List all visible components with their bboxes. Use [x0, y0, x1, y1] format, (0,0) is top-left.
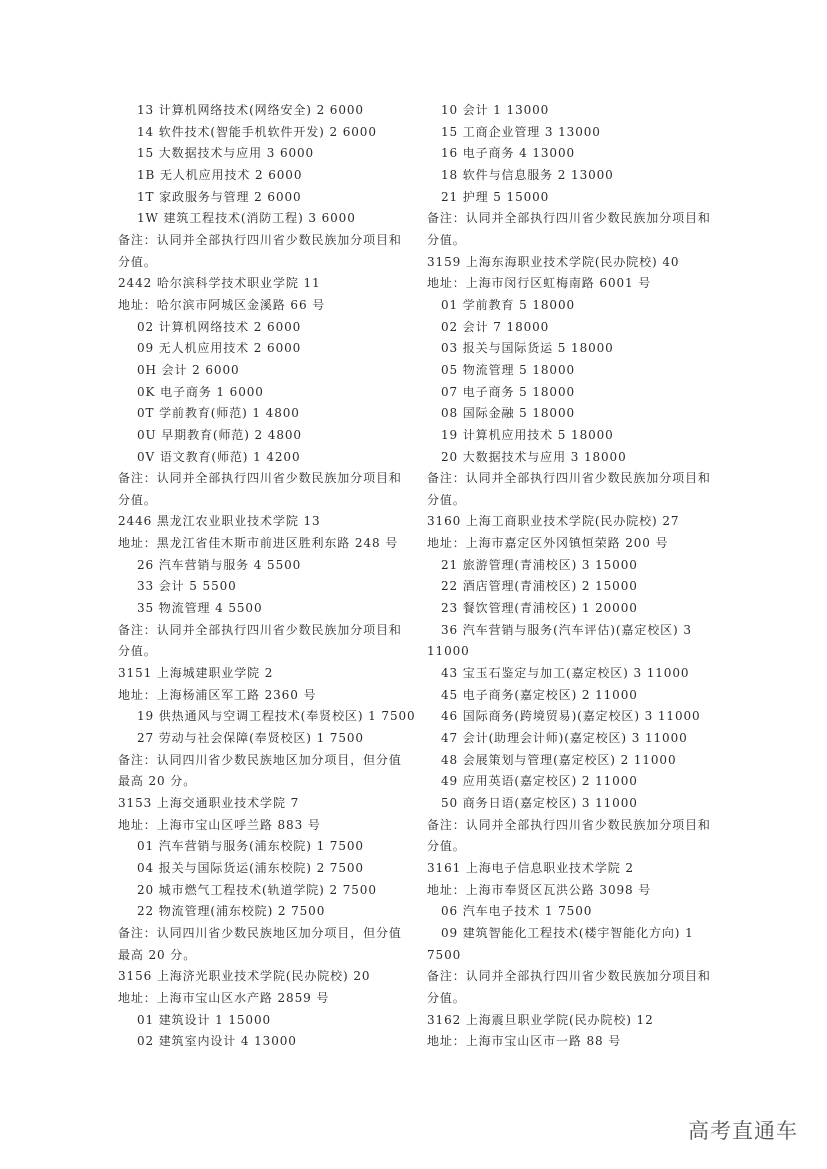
school-address: 地址：哈尔滨市阿城区金溪路 66 号	[118, 297, 326, 312]
major-entry: 27 劳动与社会保障(奉贤校区) 1 7500	[137, 731, 364, 746]
major-entry: 26 汽车营销与服务 4 5500	[137, 557, 302, 572]
major-entry: 08 国际金融 5 18000	[441, 406, 576, 421]
major-entry: 43 宝玉石鉴定与加工(嘉定校区) 3 11000	[441, 666, 690, 681]
school-address: 地址：上海市宝山区水产路 2859 号	[118, 990, 330, 1005]
major-entry: 50 商务日语(嘉定校区) 3 11000	[441, 796, 638, 810]
school-heading: 3151 上海城建职业学院 2	[118, 666, 274, 681]
major-entry: 20 大数据技术与应用 3 18000	[441, 449, 627, 464]
major-entry: 35 物流管理 4 5500	[137, 601, 263, 616]
school-heading: 3160 上海工商职业技术学院(民办院校) 27	[427, 514, 680, 529]
major-entry: 22 酒店管理(青浦校区) 2 15000	[441, 579, 638, 594]
school-address: 地址：上海市嘉定区外冈镇恒荣路 200 号	[427, 536, 669, 551]
major-entry: 33 会计 5 5500	[137, 579, 237, 594]
major-entry: 04 报关与国际货运(浦东校院) 2 7500	[137, 860, 364, 875]
major-entry: 02 计算机网络技术 2 6000	[137, 319, 302, 334]
major-entry: 02 建筑室内设计 4 13000	[137, 1034, 297, 1049]
school-note: 备注：认同并全部执行四川省少数民族加分项目和	[427, 211, 711, 226]
major-entry: 02 会计 7 18000	[441, 319, 550, 334]
major-entry: 47 会计(助理会计师)(嘉定校区) 3 11000	[441, 731, 688, 746]
school-note: 备注：认同并全部执行四川省少数民族加分项目和	[427, 969, 711, 984]
school-note: 备注：认同并全部执行四川省少数民族加分项目和	[427, 817, 711, 832]
major-entry: 0V 语文教育(师范) 1 4200	[137, 449, 301, 464]
major-entry: 0U 早期教育(师范) 2 4800	[137, 427, 302, 442]
major-entry: 07 电子商务 5 18000	[441, 384, 576, 399]
major-entry: 1T 家政服务与管理 2 6000	[137, 189, 302, 204]
text-line: 分值。	[427, 492, 466, 507]
major-entry: 10 会计 1 13000	[441, 103, 550, 117]
major-entry: 19 计算机应用技术 5 18000	[441, 427, 614, 442]
watermark-text: 高考直通车	[688, 1119, 798, 1143]
text-line: 分值。	[118, 492, 157, 507]
major-entry: 1B 无人机应用技术 2 6000	[137, 167, 303, 182]
major-entry: 48 会展策划与管理(嘉定校区) 2 11000	[441, 752, 677, 767]
major-entry: 15 大数据技术与应用 3 6000	[137, 146, 315, 161]
text-line: 7500	[427, 947, 462, 962]
school-address: 地址：黑龙江省佳木斯市前进区胜利东路 248 号	[118, 536, 399, 551]
text-line: 分值。	[427, 232, 466, 247]
major-entry: 36 汽车营销与服务(汽车评估)(嘉定校区) 3	[441, 622, 692, 637]
major-entry: 0K 电子商务 1 6000	[137, 384, 264, 399]
major-entry: 0T 学前教育(师范) 1 4800	[137, 406, 300, 421]
major-entry: 13 计算机网络技术(网络安全) 2 6000	[137, 103, 364, 117]
text-line: 11000	[427, 644, 470, 659]
text-line: 分值。	[427, 990, 466, 1005]
major-entry: 18 软件与信息服务 2 13000	[441, 167, 614, 182]
major-entry: 22 物流管理(浦东校院) 2 7500	[137, 904, 326, 919]
major-entry: 45 电子商务(嘉定校区) 2 11000	[441, 687, 638, 702]
school-address: 地址：上海杨浦区军工路 2360 号	[118, 687, 317, 702]
major-entry: 0H 会计 2 6000	[137, 362, 240, 377]
major-entry: 01 建筑设计 1 15000	[137, 1012, 272, 1027]
left-column	[118, 100, 418, 1053]
school-address: 地址：上海市宝山区呼兰路 883 号	[118, 817, 321, 832]
school-address: 地址：上海市宝山区市一路 88 号	[427, 1034, 622, 1049]
major-entry: 01 学前教育 5 18000	[441, 297, 576, 312]
major-entry: 03 报关与国际货运 5 18000	[441, 341, 614, 356]
text-line: 分值。	[427, 839, 466, 854]
text-line: 分值。	[118, 644, 157, 659]
text-line: 分值。	[118, 254, 157, 269]
major-entry: 46 国际商务(跨境贸易)(嘉定校区) 3 11000	[441, 709, 701, 724]
major-entry: 14 软件技术(智能手机软件开发) 2 6000	[137, 124, 377, 139]
school-note: 备注：认同并全部执行四川省少数民族加分项目和	[118, 471, 402, 486]
school-heading: 2446 黑龙江农业职业技术学院 13	[118, 514, 321, 529]
school-note: 备注：认同四川省少数民族地区加分项目，但分值	[118, 752, 402, 767]
school-heading: 3153 上海交通职业技术学院 7	[118, 796, 300, 810]
text-line: 最高 20 分。	[118, 774, 197, 789]
major-entry: 06 汽车电子技术 1 7500	[441, 904, 593, 919]
right-column	[427, 100, 727, 1053]
major-entry: 21 护理 5 15000	[441, 189, 550, 204]
school-note: 备注：认同并全部执行四川省少数民族加分项目和	[118, 232, 402, 247]
major-entry: 16 电子商务 4 13000	[441, 146, 576, 161]
major-entry: 21 旅游管理(青浦校区) 3 15000	[441, 557, 638, 572]
school-heading: 3159 上海东海职业技术学院(民办院校) 40	[427, 254, 680, 269]
major-entry: 01 汽车营销与服务(浦东校院) 1 7500	[137, 839, 364, 854]
major-entry: 20 城市燃气工程技术(轨道学院) 2 7500	[137, 882, 377, 897]
school-note: 备注：认同并全部执行四川省少数民族加分项目和	[427, 471, 711, 486]
school-address: 地址：上海市奉贤区瓦洪公路 3098 号	[427, 882, 652, 897]
major-entry: 09 建筑智能化工程技术(楼宇智能化方向) 1	[441, 925, 694, 940]
school-heading: 3156 上海济光职业技术学院(民办院校) 20	[118, 969, 371, 984]
major-entry: 19 供热通风与空调工程技术(奉贤校区) 1 7500	[137, 709, 416, 724]
major-entry: 1W 建筑工程技术(消防工程) 3 6000	[137, 211, 356, 226]
major-entry: 15 工商企业管理 3 13000	[441, 124, 601, 139]
major-entry: 49 应用英语(嘉定校区) 2 11000	[441, 774, 638, 789]
major-entry: 23 餐饮管理(青浦校区) 1 20000	[441, 601, 638, 616]
school-heading: 2442 哈尔滨科学技术职业学院 11	[118, 276, 321, 291]
major-entry: 05 物流管理 5 18000	[441, 362, 576, 377]
school-note: 备注：认同并全部执行四川省少数民族加分项目和	[118, 622, 402, 637]
text-line: 最高 20 分。	[118, 947, 197, 962]
school-heading: 3162 上海震旦职业学院(民办院校) 12	[427, 1012, 654, 1027]
school-note: 备注：认同四川省少数民族地区加分项目，但分值	[118, 925, 402, 940]
school-address: 地址：上海市闵行区虹梅南路 6001 号	[427, 276, 652, 291]
major-entry: 09 无人机应用技术 2 6000	[137, 341, 302, 356]
school-heading: 3161 上海电子信息职业技术学院 2	[427, 860, 634, 875]
